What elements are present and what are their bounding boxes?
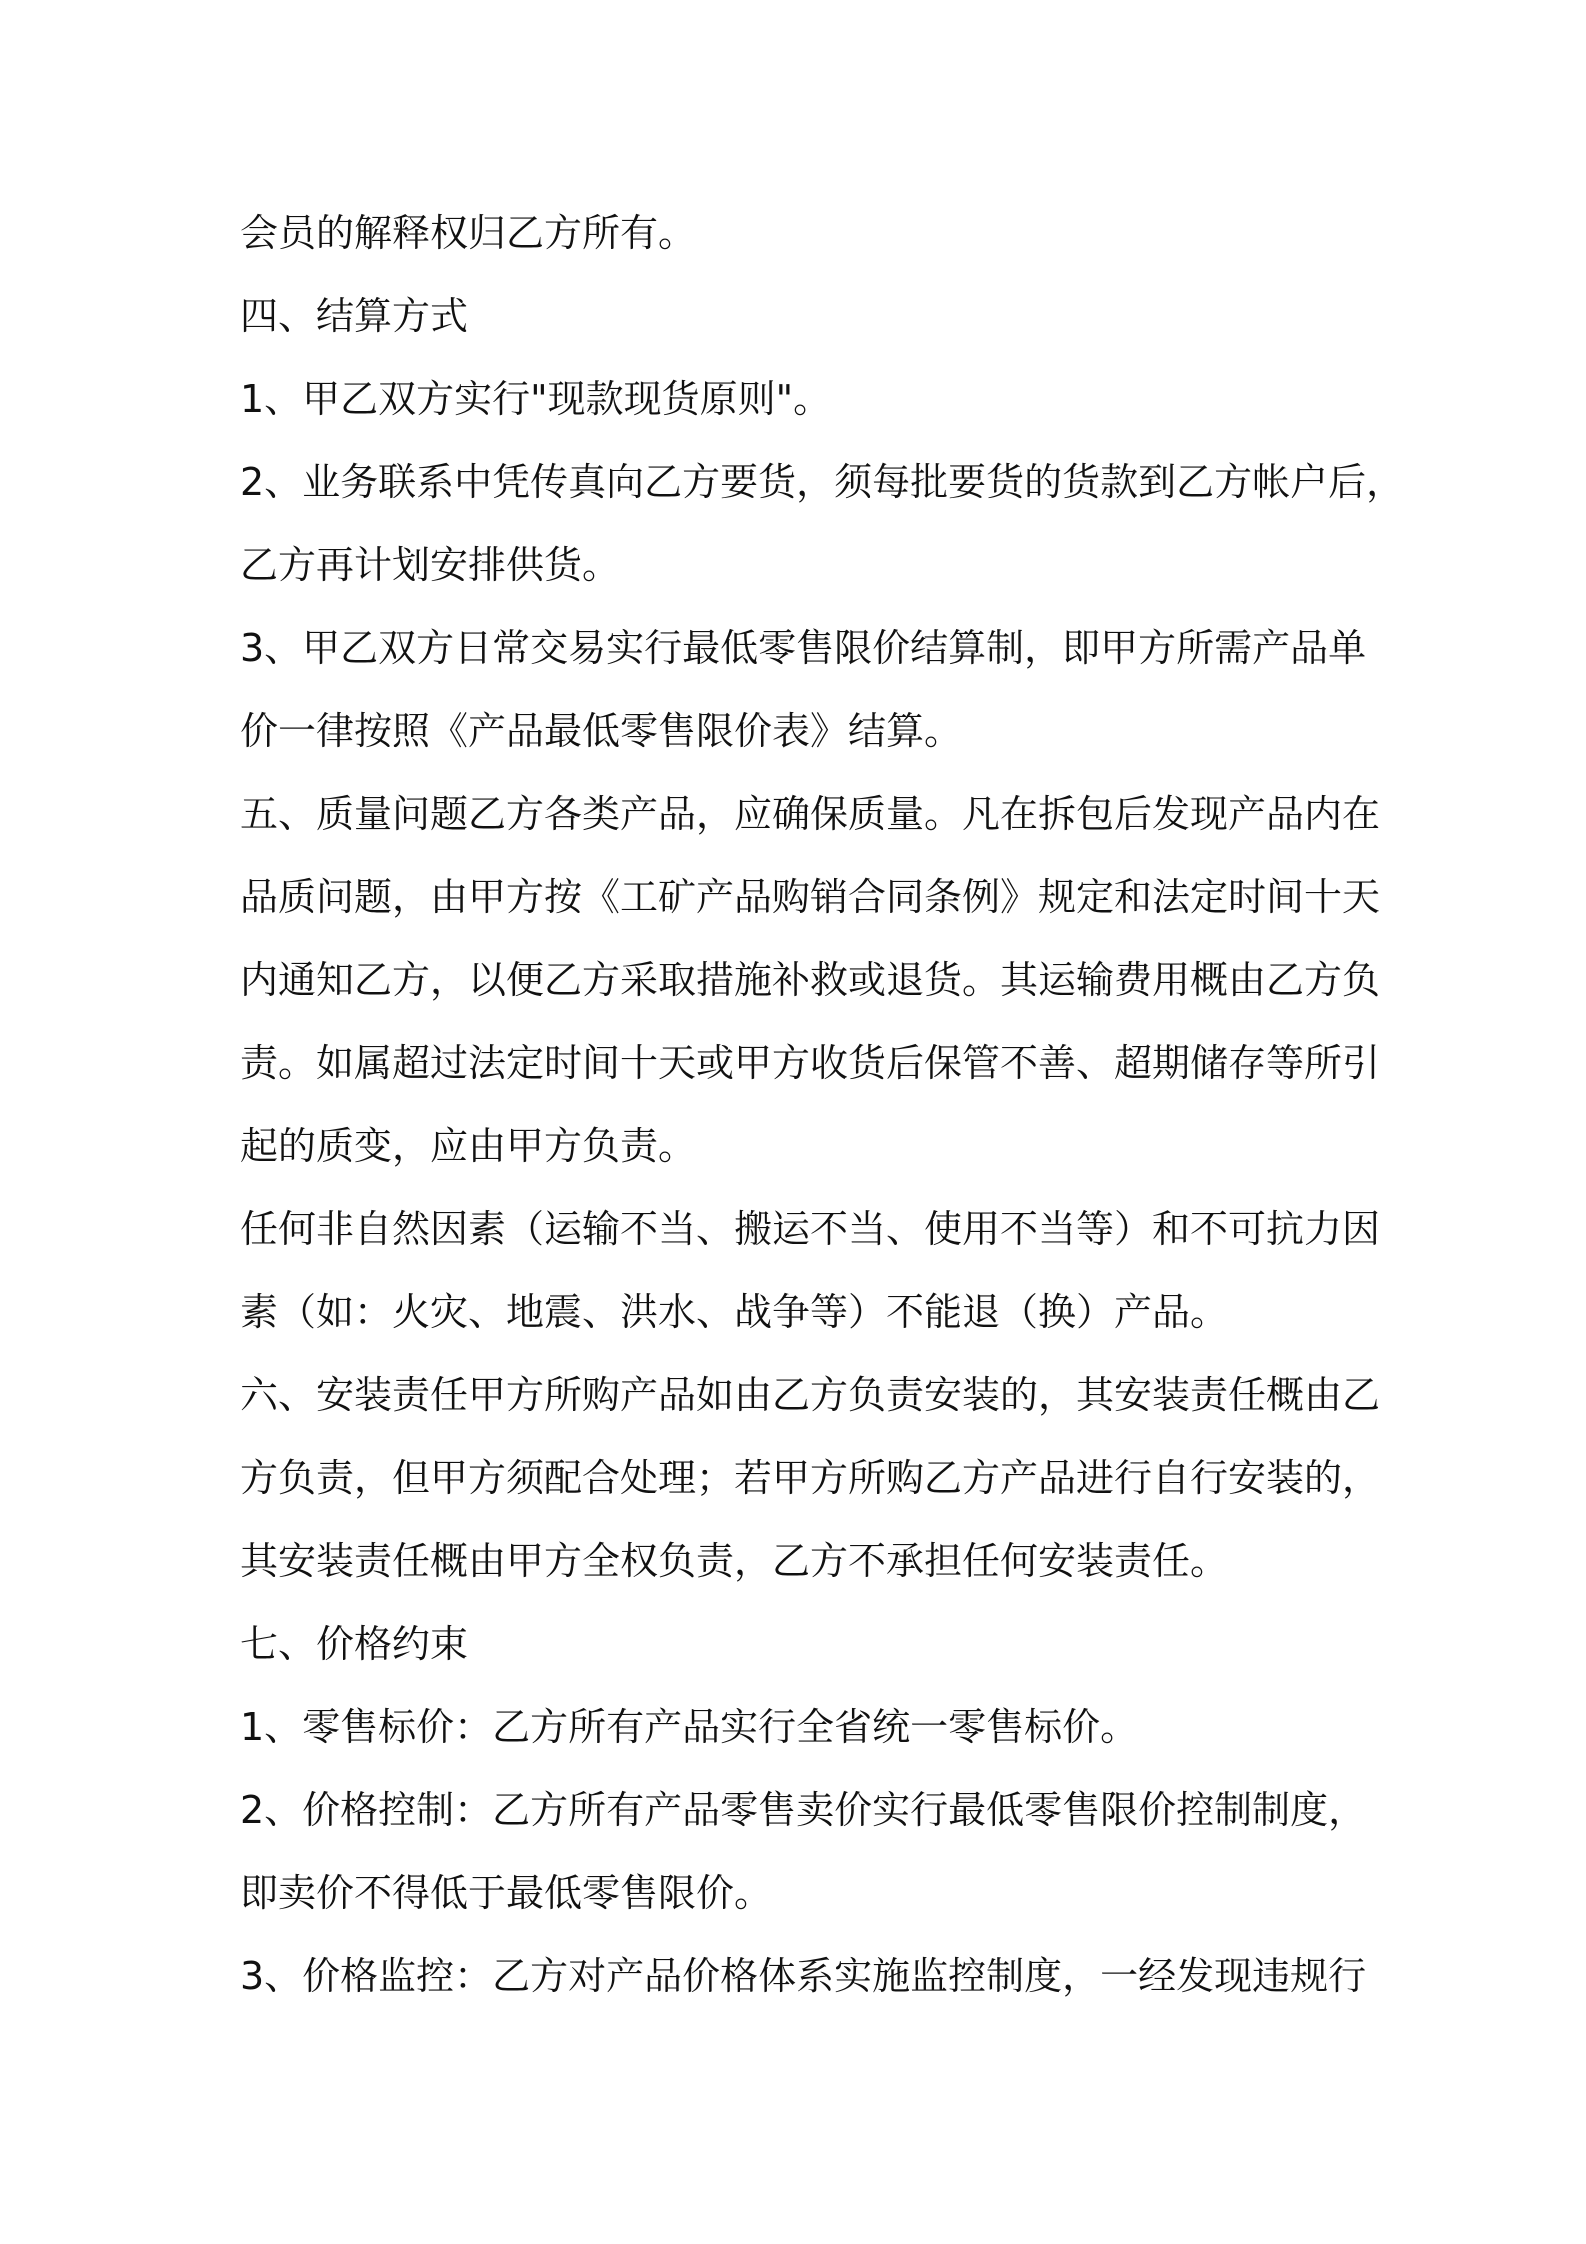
text-line: 1、零售标价：乙方所有产品实行全省统一零售标价。 <box>240 1705 1139 1749</box>
section-heading-settlement: 四、结算方式 <box>240 294 469 338</box>
text-line: 2、价格控制：乙方所有产品零售卖价实行最低零售限价控制制度， <box>240 1788 1367 1832</box>
text-line: 内通知乙方，以便乙方采取措施补救或退货。其运输费用概由乙方负 <box>240 958 1381 1002</box>
text-line: 品质问题，由甲方按《工矿产品购销合同条例》规定和法定时间十天 <box>240 875 1381 919</box>
text-line: 责。如属超过法定时间十天或甲方收货后保管不善、超期储存等所引 <box>240 1041 1381 1085</box>
text-line: 1、甲乙双方实行"现款现货原则"。 <box>240 377 832 421</box>
text-line: 起的质变，应由甲方负责。 <box>240 1124 697 1168</box>
text-line: 乙方再计划安排供货。 <box>240 543 621 587</box>
text-line: 2、业务联系中凭传真向乙方要货，须每批要货的货款到乙方帐户后， <box>240 460 1405 504</box>
text-line: 3、价格监控：乙方对产品价格体系实施监控制度，一经发现违规行 <box>240 1954 1367 1998</box>
section-heading-installation: 六、安装责任甲方所购产品如由乙方负责安装的，其安装责任概由乙 <box>240 1373 1381 1417</box>
text-line: 会员的解释权归乙方所有。 <box>240 211 697 255</box>
text-line: 价一律按照《产品最低零售限价表》结算。 <box>240 709 963 753</box>
text-line: 即卖价不得低于最低零售限价。 <box>240 1871 773 1915</box>
text-line: 3、甲乙双方日常交易实行最低零售限价结算制，即甲方所需产品单 <box>240 626 1367 670</box>
section-heading-price: 七、价格约束 <box>240 1622 469 1666</box>
text-line: 素（如：火灾、地震、洪水、战争等）不能退（换）产品。 <box>240 1290 1229 1334</box>
section-heading-quality: 五、质量问题乙方各类产品，应确保质量。凡在拆包后发现产品内在 <box>240 792 1381 836</box>
text-line: 方负责，但甲方须配合处理；若甲方所购乙方产品进行自行安装的， <box>240 1456 1381 1500</box>
text-line: 其安装责任概由甲方全权负责，乙方不承担任何安装责任。 <box>240 1539 1229 1583</box>
text-line: 任何非自然因素（运输不当、搬运不当、使用不当等）和不可抗力因 <box>240 1207 1381 1251</box>
document-body <box>240 192 1405 2018</box>
